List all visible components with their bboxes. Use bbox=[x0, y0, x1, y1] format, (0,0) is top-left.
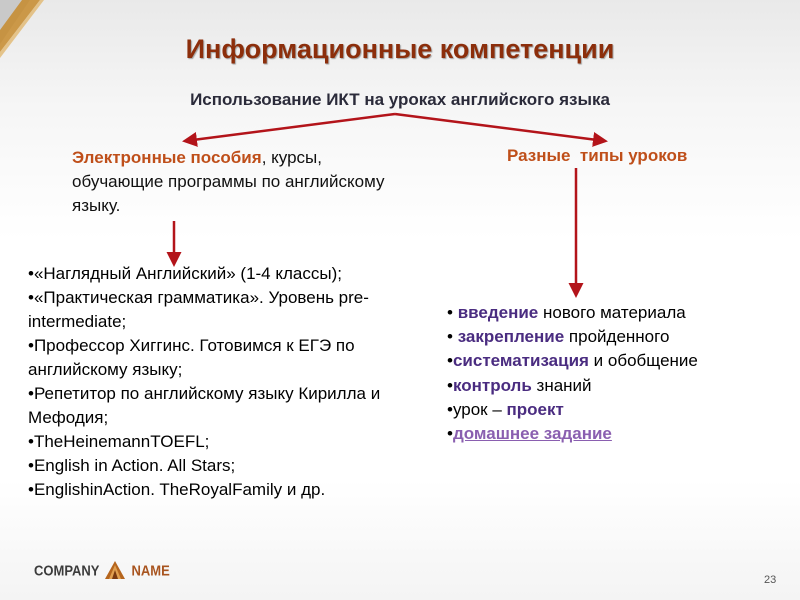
logo-word-name: NAME bbox=[131, 561, 170, 579]
list-keyword: контроль bbox=[452, 375, 532, 395]
list-item: •TheHeinemannTOEFL; bbox=[28, 432, 210, 451]
list-item: •Профессор Хиггинс. Готовимся к ЕГЭ по английскому языку; bbox=[28, 336, 355, 379]
list-keyword: закрепление bbox=[457, 327, 565, 347]
company-logo bbox=[34, 559, 170, 581]
tent-icon bbox=[103, 559, 127, 581]
lesson-types-list bbox=[447, 301, 787, 446]
list-item bbox=[447, 325, 787, 349]
list-bullet: •урок – bbox=[447, 399, 507, 419]
list-rest: знаний bbox=[531, 375, 592, 395]
left-branch-text bbox=[72, 146, 402, 218]
list-item: •English in Action. All Stars; bbox=[28, 456, 236, 475]
list-bullet: • bbox=[447, 303, 458, 322]
list-item bbox=[447, 374, 787, 398]
list-bullet: • bbox=[447, 375, 453, 395]
list-bullet: • bbox=[447, 351, 453, 371]
list-item bbox=[447, 398, 787, 422]
software-list bbox=[28, 262, 448, 502]
list-rest: нового материала bbox=[538, 303, 686, 322]
left-branch-accent: Электронные пособия bbox=[72, 148, 262, 167]
slide-subtitle: Использование ИКТ на уроках английского языка bbox=[190, 90, 610, 109]
list-item: •EnglishinAction. TheRoyalFamily и др. bbox=[28, 480, 326, 499]
list-keyword: введение bbox=[457, 303, 539, 322]
logo-word-company: COMPANY bbox=[34, 561, 100, 579]
list-item bbox=[447, 301, 787, 325]
homework-link[interactable]: домашнее задание bbox=[452, 424, 612, 444]
slide-title: Информационные компетенции bbox=[185, 34, 615, 64]
list-item bbox=[447, 349, 787, 373]
left-branch-rest: , курсы, обучающие программы по английскому языку. bbox=[72, 148, 385, 215]
page-number: 23 bbox=[764, 574, 777, 586]
list-keyword: проект bbox=[506, 399, 564, 419]
list-rest: и обобщение bbox=[588, 351, 698, 371]
list-item bbox=[447, 422, 787, 446]
right-branch-heading: Разные типы уроков bbox=[507, 146, 688, 165]
list-bullet: • bbox=[447, 424, 453, 444]
list-rest: пройденного bbox=[564, 327, 670, 347]
list-item: •«Практическая грамматика». Уровень pre-intermediate; bbox=[28, 288, 369, 331]
list-item: •«Наглядный Английский» (1-4 классы); bbox=[28, 264, 342, 283]
list-item: •Репетитор по английскому языку Кирилла и Мефодия; bbox=[28, 384, 381, 427]
list-keyword: систематизация bbox=[452, 351, 589, 371]
list-bullet: • bbox=[447, 327, 458, 347]
